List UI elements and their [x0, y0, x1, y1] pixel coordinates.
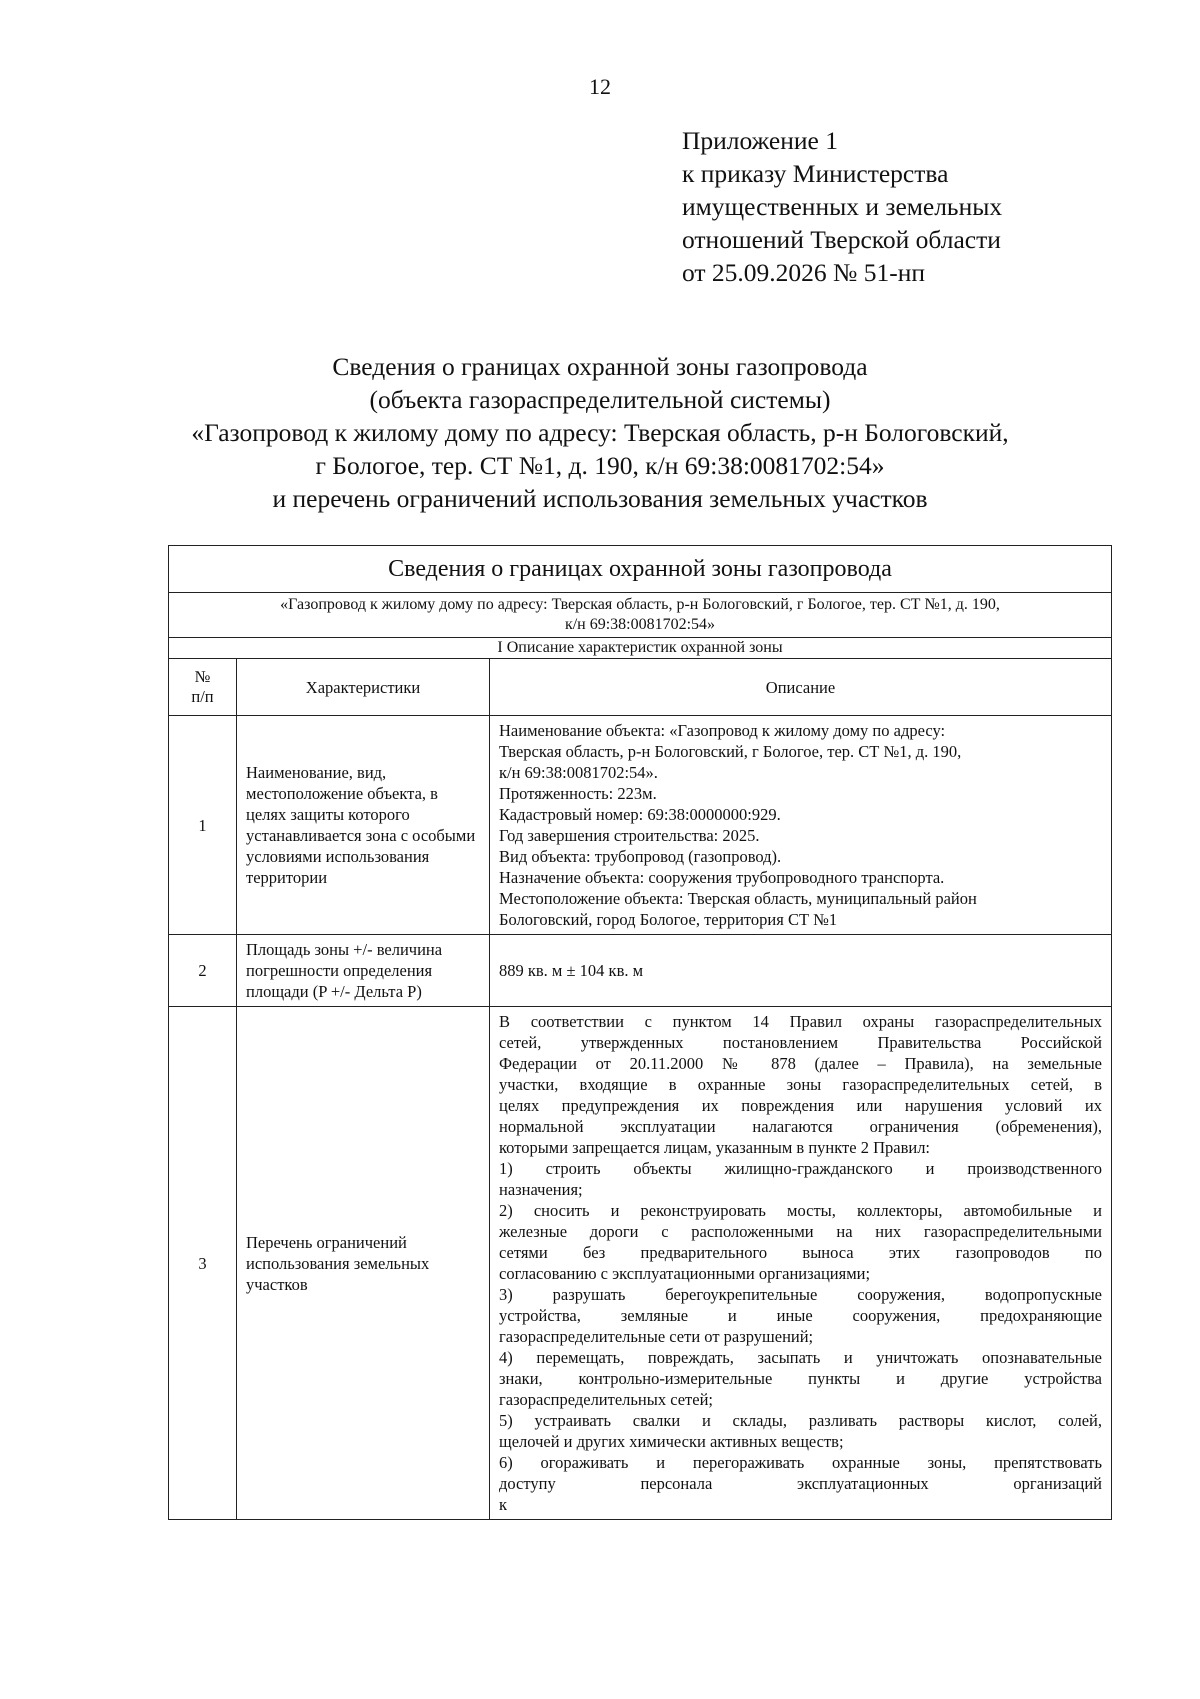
title-line: «Газопровод к жилому дому по адресу: Тверская область, р-н Бологовский, [191, 418, 1009, 447]
appendix-line: отношений Тверской области [682, 225, 1001, 254]
table-row [169, 716, 1112, 935]
appendix-line: имущественных и земельных [682, 192, 1003, 221]
appendix-line: от 25.09.2026 № 51-нп [682, 258, 926, 287]
appendix-block [682, 124, 1002, 289]
title-line: (объекта газораспределительной системы) [369, 385, 831, 414]
table-section-title: I Описание характеристик охранной зоны [169, 638, 1112, 659]
row-number: 3 [169, 1007, 237, 1520]
title-line: г Бологое, тер. СТ №1, д. 190, к/н 69:38:0081702:54» [315, 451, 885, 480]
table-heading: Сведения о границах охранной зоны газопровода [169, 546, 1112, 593]
table-row [169, 935, 1112, 1007]
appendix-line: Приложение 1 [682, 126, 838, 155]
row-characteristic: Площадь зоны +/- величина погрешности определения площади (P +/- Дельта P) [237, 935, 490, 1007]
column-header-characteristic: Характеристики [237, 659, 490, 716]
row-description: Наименование объекта: «Газопровод к жилому дому по адресу: Тверская область, р-н Бологовский, г Бологое, тер. СТ №1, д. 190, к/н 69:38:0081702:54». Протяженность: 223м. Кадастровый номер: 69:38:0000000:929. Год завершения строительства: 2025. Вид объекта: трубопровод (газопровод). Назначение объекта: сооружения трубопроводного транспорта. Местоположение объекта: Тверская область, муниципальный район Бологовский, город Бологое, территория СТ №1 [490, 716, 1112, 935]
appendix-line: к приказу Министерства [682, 159, 949, 188]
row-characteristic: Наименование, вид, местоположение объекта, в целях защиты которого устанавливается зона с особыми условиями использования территории [237, 716, 490, 935]
title-line: Сведения о границах охранной зоны газопровода [332, 352, 868, 381]
row-number: 1 [169, 716, 237, 935]
row-characteristic: Перечень ограничений использования земельных участков [237, 1007, 490, 1520]
page-number: 12 [589, 74, 611, 99]
row-description: В соответствии с пунктом 14 Правил охраны газораспределительных сетей, утвержденных постановлением Правительства Российской Федерации от 20.11.2000 № 878 (далее – Правила), на земельные участки, входящие в охранные зоны газораспределительных сетей, в целях предупреждения их повреждения или нарушения условий их нормальной эксплуатации налагаются ограничения (обременения), которыми запрещается лицам, указанным в пункте 2 Правил: 1) строить объекты жилищно-гражданского и производственного назначения; 2) сносить и реконструировать мосты, коллекторы, автомобильные и железные дороги с расположенными на них газораспределительными сетями без предварительного выноса этих газопроводов по согласованию с эксплуатационными организациями; 3) разрушать берегоукрепительные сооружения, водопропускные устройства, земляные и иные сооружения, предохраняющие газораспределительные сети от разрушений; 4) перемещать, повреждать, засыпать и уничтожать опознавательные знаки, контрольно-измерительные пункты и другие устройства газораспределительных сетей; 5) устраивать свалки и склады, разливать растворы кислот, солей, щелочей и других химически активных веществ; 6) огораживать и перегораживать охранные зоны, препятствовать доступу персонала эксплуатационных организаций к [490, 1007, 1112, 1520]
object-line: к/н 69:38:0081702:54» [564, 616, 716, 633]
row-number: 2 [169, 935, 237, 1007]
column-header-num: № п/п [169, 659, 237, 716]
table-object-name [169, 593, 1112, 638]
table-row [169, 1007, 1112, 1520]
object-line: «Газопровод к жилому дому по адресу: Тверская область, р-н Бологовский, г Бологое, тер. СТ №1, д. 190, [280, 596, 1000, 613]
title-line: и перечень ограничений использования земельных участков [272, 484, 928, 513]
row-description: 889 кв. м ± 104 кв. м [490, 935, 1112, 1007]
column-header-description: Описание [490, 659, 1112, 716]
protection-zone-table [168, 545, 1112, 1520]
document-title [0, 350, 1200, 515]
